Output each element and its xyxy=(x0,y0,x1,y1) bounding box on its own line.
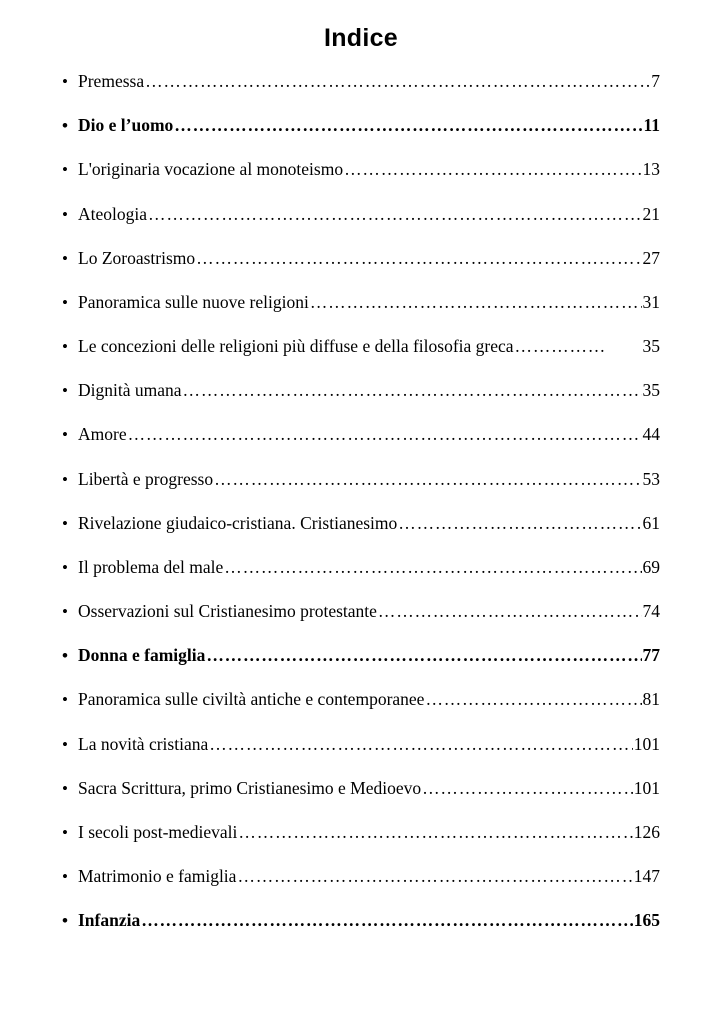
toc-entry[interactable] xyxy=(62,292,660,314)
toc-leader-dots xyxy=(145,71,650,93)
toc-entry[interactable] xyxy=(62,71,660,93)
toc-entry-page-number: 74 xyxy=(642,601,660,622)
bullet-icon: • xyxy=(62,602,68,622)
toc-entry-page-number: 61 xyxy=(642,512,660,533)
toc-entry[interactable] xyxy=(62,115,660,137)
toc-entry-page-number: 13 xyxy=(642,159,660,180)
bullet-icon: • xyxy=(62,690,68,710)
bullet-icon: • xyxy=(62,867,68,887)
bullet-icon: • xyxy=(62,248,68,268)
toc-entry-title: Lo Zoroastrismo xyxy=(78,247,196,268)
toc-leader-dots xyxy=(310,292,642,314)
bullet-icon: • xyxy=(62,204,68,224)
toc-leader-dots xyxy=(214,469,641,491)
toc-entry-title: Rivelazione giudaico-cristiana. Cristianesimo xyxy=(78,512,398,533)
bullet-icon: • xyxy=(62,160,68,180)
toc-entry-page-number: 44 xyxy=(642,424,660,445)
toc-entry-page-number: 53 xyxy=(642,468,660,489)
bullet-icon: • xyxy=(62,734,68,754)
toc-leader-dots xyxy=(425,689,641,711)
toc-entry[interactable] xyxy=(62,689,660,711)
toc-entry-page-number: 21 xyxy=(642,203,660,224)
toc-entry-title: Dio e l’uomo xyxy=(78,115,174,136)
toc-entry[interactable] xyxy=(62,469,660,491)
toc-entry[interactable] xyxy=(62,866,660,888)
toc-leader-dots xyxy=(238,822,632,844)
toc-leader-dots xyxy=(206,645,641,667)
page-title: Indice xyxy=(323,24,399,52)
bullet-icon: • xyxy=(62,646,68,666)
toc-entry-title: Il problema del male xyxy=(78,556,224,577)
toc-entry-title: Premessa xyxy=(78,71,145,91)
toc-leader-dots xyxy=(224,557,641,579)
bullet-icon: • xyxy=(62,822,68,842)
toc-leader-dots xyxy=(196,248,641,270)
bullet-icon: • xyxy=(62,337,68,357)
bullet-icon: • xyxy=(62,425,68,445)
toc-entry-title: Panoramica sulle civiltà antiche e contemporanee xyxy=(78,689,425,710)
bullet-icon: • xyxy=(62,72,68,91)
toc-entry-page-number: 147 xyxy=(633,866,660,887)
bullet-icon: • xyxy=(62,513,68,533)
toc-entry-page-number: 35 xyxy=(642,336,660,357)
bullet-icon: • xyxy=(62,778,68,798)
toc-leader-dots xyxy=(148,204,641,226)
toc-entry-title: Ateologia xyxy=(78,203,148,224)
toc-entry-page-number: 31 xyxy=(642,291,660,312)
toc-leader-dots xyxy=(141,910,633,932)
toc-entry[interactable] xyxy=(62,380,660,402)
toc-entry-title: Amore xyxy=(78,424,127,445)
toc-entry-page-number: 35 xyxy=(642,380,660,401)
toc-entry[interactable] xyxy=(62,204,660,226)
toc-leader-dots xyxy=(209,734,633,756)
toc-entry[interactable] xyxy=(62,601,660,623)
toc-entry-title: Libertà e progresso xyxy=(78,468,214,489)
toc-entry[interactable] xyxy=(62,159,660,181)
toc-leader-dots xyxy=(398,513,641,535)
toc-entry-title: Osservazioni sul Cristianesimo protestante xyxy=(78,601,377,622)
toc-leader-dots xyxy=(183,380,642,402)
toc-leader-dots xyxy=(515,336,642,358)
toc-leader-dots xyxy=(344,159,641,181)
toc-entry-title: La novità cristiana xyxy=(78,733,209,754)
toc-entry-title: I secoli post-medievali xyxy=(78,821,238,842)
bullet-icon: • xyxy=(62,381,68,401)
toc-entry[interactable] xyxy=(62,424,660,446)
toc-entry[interactable] xyxy=(62,734,660,756)
toc-entry[interactable] xyxy=(62,910,660,932)
toc-entry-page-number: 27 xyxy=(642,247,660,268)
toc-entry[interactable] xyxy=(62,778,660,800)
toc-entry-page-number: 101 xyxy=(633,777,660,798)
toc-entry[interactable] xyxy=(62,248,660,270)
toc-entry-title: Dignità umana xyxy=(78,380,182,401)
toc-entry[interactable] xyxy=(62,336,660,358)
toc-entry-page-number: 69 xyxy=(642,556,660,577)
toc-entry-page-number: 11 xyxy=(643,115,660,136)
toc-entry-title: Donna e famiglia xyxy=(78,645,206,666)
toc-leader-dots xyxy=(237,866,632,888)
toc-entry-page-number: 77 xyxy=(642,645,660,666)
toc-entry-title: Infanzia xyxy=(78,910,141,931)
bullet-icon: • xyxy=(62,911,68,931)
toc-leader-dots xyxy=(378,601,642,623)
toc-entry-title: Matrimonio e famiglia xyxy=(78,866,237,887)
toc-entry[interactable] xyxy=(62,645,660,667)
toc-entry-page-number: 165 xyxy=(633,910,660,931)
bullet-icon: • xyxy=(62,469,68,489)
bullet-icon: • xyxy=(62,116,68,136)
toc-entry[interactable] xyxy=(62,822,660,844)
toc-entry-page-number: 126 xyxy=(633,821,660,842)
toc-entry-page-number: 7 xyxy=(651,71,660,91)
toc-entry-page-number: 101 xyxy=(633,733,660,754)
bullet-icon: • xyxy=(62,292,68,312)
toc-leader-dots xyxy=(174,115,642,137)
bullet-icon: • xyxy=(62,557,68,577)
toc-entry-page-number: 81 xyxy=(642,689,660,710)
toc-leader-dots xyxy=(128,424,642,446)
toc-entry-title: Le concezioni delle religioni più diffuse e della filosofia greca xyxy=(78,336,514,357)
toc-entry[interactable] xyxy=(62,513,660,535)
toc-entry[interactable] xyxy=(62,557,660,579)
toc-entry-title: Panoramica sulle nuove religioni xyxy=(78,291,309,312)
toc-entry-title: Sacra Scrittura, primo Cristianesimo e Medioevo xyxy=(78,777,422,798)
toc-entry-title: L'originaria vocazione al monoteismo xyxy=(78,159,344,180)
table-of-contents xyxy=(62,71,660,932)
toc-leader-dots xyxy=(422,778,633,800)
